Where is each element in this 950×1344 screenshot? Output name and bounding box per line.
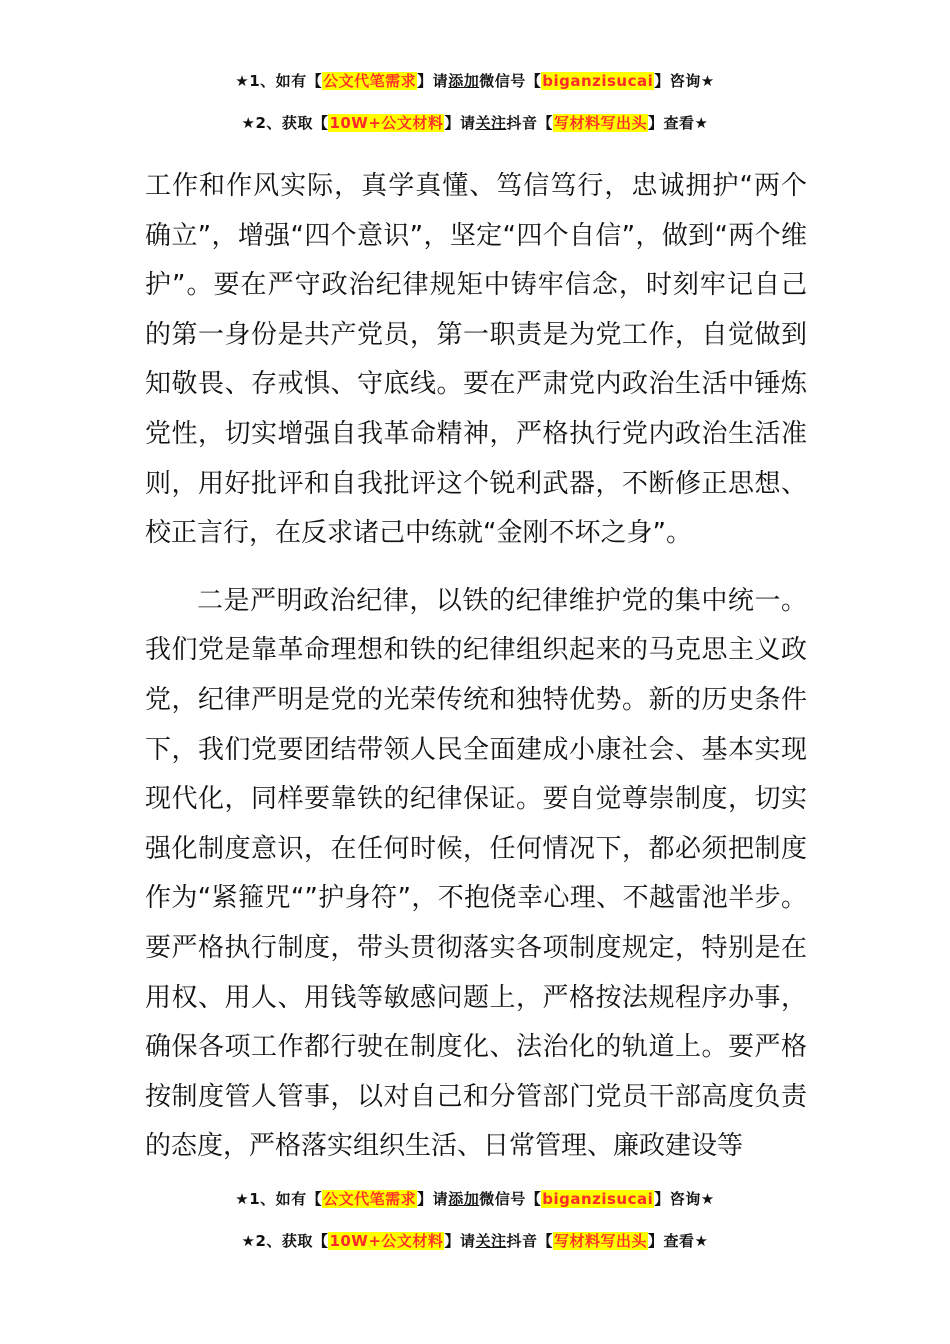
- document-body: [145, 162, 807, 1172]
- banner-highlight: 公文代笔需求: [323, 72, 417, 90]
- banner-highlight: 10W+公文材料: [329, 114, 444, 132]
- banner-text: 】请: [417, 72, 449, 90]
- banner-highlight: 写材料写出头: [553, 114, 647, 132]
- banner-text: 】咨询★: [654, 1190, 715, 1208]
- banner-text: 微信号【: [479, 1190, 542, 1208]
- banner-text: 】请: [417, 1190, 449, 1208]
- banner-underlined-text: 添加: [448, 1190, 480, 1208]
- body-paragraph-2: 二是严明政治纪律，以铁的纪律维护党的集中统一。我们党是靠革命理想和铁的纪律组织起来的马克思主义政党，纪律严明是党的光荣传统和独特优势。新的历史条件下，我们党要团结带领人民全面建成小康社会、基本实现现代化，同样要靠铁的纪律保证。要自觉尊崇制度，切实强化制度意识，在任何时候，任何情况下，都必须把制度作为“紧箍咒“”护身符”，不抱侥幸心理、不越雷池半步。要严格执行制度，带头贯彻落实各项制度规定，特别是在用权、用人、用钱等敏感问题上，严格按法规程序办事，确保各项工作都行驶在制度化、法治化的轨道上。要严格按制度管人管事，以对自己和分管部门党员干部高度负责的态度，严格落实组织生活、日常管理、廉政建设等: [145, 585, 807, 1162]
- banner-text: 】咨询★: [654, 72, 715, 90]
- banner-highlight: biganzisucai: [542, 1190, 654, 1208]
- banner-highlight: biganzisucai: [542, 72, 654, 90]
- banner-text: ★2、获取【: [241, 114, 329, 132]
- banner-text: 】请: [444, 1232, 476, 1250]
- banner-text: 抖音【: [506, 114, 553, 132]
- banner-text: ★1、如有【: [235, 1190, 323, 1208]
- body-paragraph-1: 工作和作风实际，真学真懂、笃信笃行，忠诚拥护“两个确立”，增强“四个意识”，坚定“四个自信”，做到“两个维护”。要在严守政治纪律规矩中铸牢信念，时刻牢记自己的第一身份是共产党员，第一职责是为党工作，自觉做到知敬畏、存戒惧、守底线。要在严肃党内政治生活中锤炼党性，切实增强自我革命精神，严格执行党内政治生活准则，用好批评和自我批评这个锐利武器，不断修正思想、校正言行，在反求诸己中练就“金刚不坏之身”。: [145, 171, 807, 549]
- banner-underlined-text: 关注: [475, 1232, 507, 1250]
- banner-highlight: 写材料写出头: [553, 1232, 647, 1250]
- banner-text: 微信号【: [479, 72, 542, 90]
- banner-text: 】查看★: [648, 114, 709, 132]
- header-banner-line-1: [0, 70, 950, 91]
- banner-underlined-text: 添加: [448, 72, 480, 90]
- banner-text: 抖音【: [506, 1232, 553, 1250]
- footer-banner-line-1: [0, 1188, 950, 1209]
- footer-banner-line-2: [0, 1230, 950, 1251]
- banner-underlined-text: 关注: [475, 114, 507, 132]
- banner-text: ★1、如有【: [235, 72, 323, 90]
- banner-text: ★2、获取【: [241, 1232, 329, 1250]
- header-banner-line-2: [0, 112, 950, 133]
- banner-highlight: 10W+公文材料: [329, 1232, 444, 1250]
- banner-text: 】请: [444, 114, 476, 132]
- banner-text: 】查看★: [648, 1232, 709, 1250]
- banner-highlight: 公文代笔需求: [323, 1190, 417, 1208]
